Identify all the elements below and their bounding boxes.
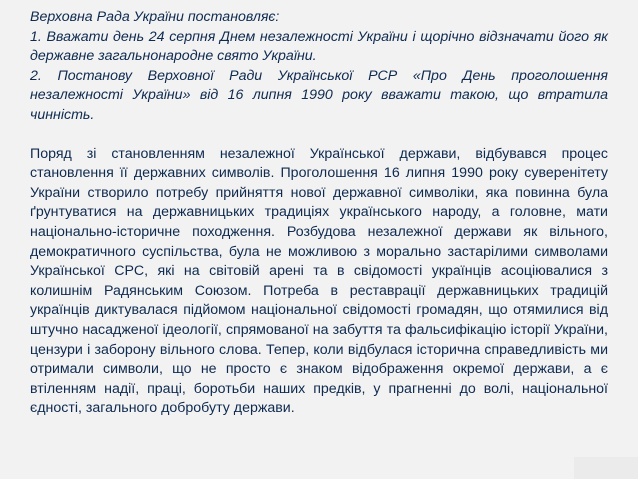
body-paragraph: Поряд зі становленням незалежної Української держави, відбувався процес становлення її державних символів. Проголошення 16 липня 1990 року суверенітету України створило потребу прийняття нової державної символіки, яка повинна була ґрунтуватися на державницьких традиціях українського народу, а головне, мати національно-історичне походження. Розбудова незалежної держави як вільного, демократичного суспільства, була не можливою з морально застарілими символами Української СРС, які на світовій арені та в свідомості українців асоціювалися з колишнім Радянським Союзом. Потреба в реставрації державницьких традицій українців диктувалася підйомом національної свідомості громадян, що отямилися від штучно насадженої ідеології, спрямованої на забуття та фальсифікацію історії України, цензури і заборону вільного слова. Тепер, коли відбулася історична справедливість ми отримали символи, що не просто є знаком відображення окремої держави, а є втіленням надії, праці, боротьби наших предків, у прагненні до волі, національної єдності, загального добробуту держави. [30, 145, 608, 417]
decree-block [30, 8, 608, 126]
decree-item-2: 2. Постанову Верховної Ради Української РСР «Про День проголошення незалежності України» від 16 липня 1990 року вважати такою, що втратила чинність. [30, 67, 608, 123]
decree-heading: Верховна Рада України постановляє: [30, 9, 280, 25]
decree-item-1: 1. Вважати день 24 серпня Днем незалежності України і щорічно відзначати його як державне загальнонародне свято України. [30, 28, 608, 65]
corner-decoration [574, 457, 638, 479]
